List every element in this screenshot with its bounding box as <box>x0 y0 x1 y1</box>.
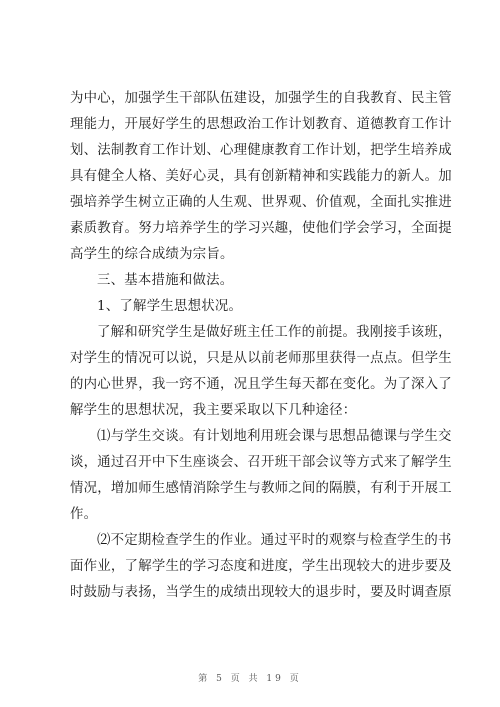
text-line: 的内心世界，我一窍不通，况且学生每天都在变化。为了深入了 <box>70 377 452 392</box>
page-number-footer: 第 5 页 共 19 页 <box>198 674 302 684</box>
text-line: 理能力，开展好学生的思想政治工作计划教育、道德教育工作计 <box>70 117 452 132</box>
list-item-start-line: ⑵不定期检查学生的作业。通过平时的观察与检查学生的书 <box>97 533 452 548</box>
text-line: 素质教育。努力培养学生的学习兴趣，使他们学会学习，全面提 <box>70 221 452 236</box>
list-item-start-line: ⑴与学生交谈。有计划地利用班会课与思想品德课与学生交 <box>97 429 452 444</box>
text-line: 作。 <box>70 507 98 522</box>
section-heading: 三、基本措施和做法。 <box>97 273 234 288</box>
text-line: 情况，增加师生感情消除学生与教师之间的隔膜，有利于开展工 <box>70 481 452 496</box>
subsection-heading: 1、了解学生思想状况。 <box>97 299 243 314</box>
text-line: 对学生的情况可以说，只是从以前老师那里获得一点点。但学生 <box>70 351 452 366</box>
text-line: 强培养学生树立正确的人生观、世界观、价值观，全面扎实推进 <box>70 195 452 210</box>
text-line: 谈，通过召开中下生座谈会、召开班干部会议等方式来了解学生 <box>70 455 452 470</box>
text-line: 为中心，加强学生干部队伍建设，加强学生的自我教育、民主管 <box>70 91 452 106</box>
document-body <box>70 86 452 606</box>
text-line: 时鼓励与表扬，当学生的成绩出现较大的退步时，要及时调查原 <box>70 585 452 600</box>
text-line: 具有健全人格、美好心灵，具有创新精神和实践能力的新人。加 <box>70 169 452 184</box>
text-line: 划、法制教育工作计划、心理健康教育工作计划，把学生培养成 <box>70 143 452 158</box>
paragraph-start-line: 了解和研究学生是做好班主任工作的前提。我刚接手该班， <box>97 325 452 340</box>
text-line: 高学生的综合成绩为宗旨。 <box>70 247 234 262</box>
text-line: 面作业，了解学生的学习态度和进度，学生出现较大的进步要及 <box>70 559 452 574</box>
text-line: 解学生的思想状况，我主要采取以下几种途径： <box>70 403 357 418</box>
